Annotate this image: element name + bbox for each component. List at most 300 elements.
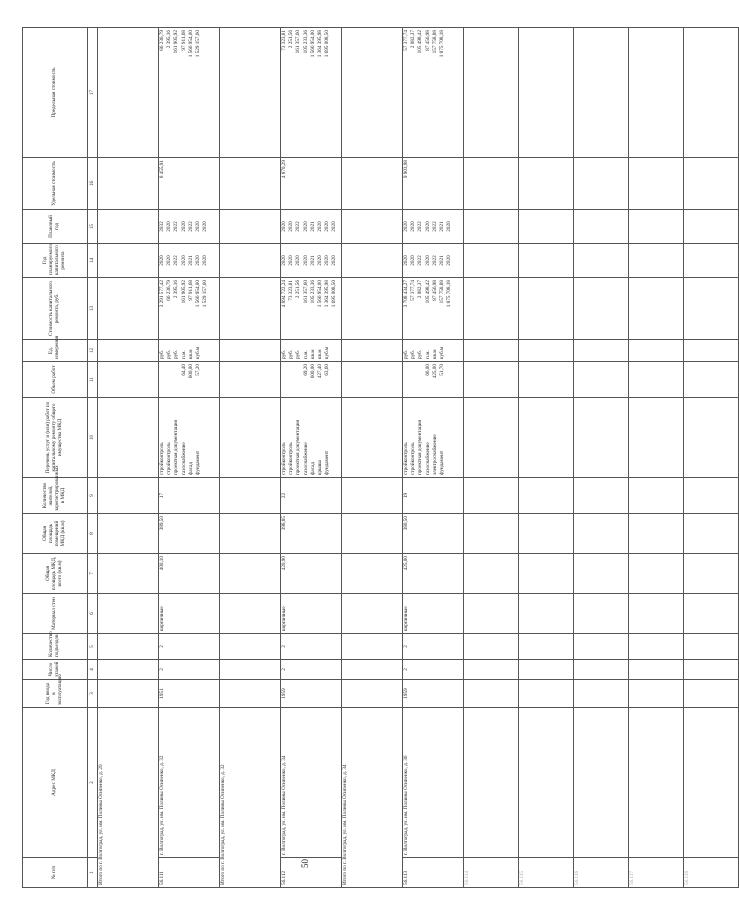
column-number: 2 bbox=[88, 708, 98, 858]
costs-line: 1 566 954,00 bbox=[316, 280, 323, 308]
unit-cost: 9 903,98 bbox=[403, 158, 464, 210]
units-line: кв.м bbox=[316, 349, 323, 359]
works-line: фасад bbox=[309, 462, 316, 475]
empty-cell bbox=[342, 478, 403, 514]
column-header: Объем работ bbox=[23, 362, 88, 398]
empty-cell bbox=[519, 158, 574, 210]
units-line: кв.м bbox=[431, 349, 438, 359]
empty-cell bbox=[629, 634, 684, 660]
empty-cell bbox=[342, 398, 403, 478]
costs-line: 1 695 008,50 bbox=[331, 280, 338, 308]
empty-cell bbox=[342, 28, 403, 158]
plan-years-line: 2020 bbox=[288, 221, 295, 232]
empty-cell bbox=[574, 478, 629, 514]
limit-line: 157 758,88 bbox=[431, 30, 438, 54]
empty-cell bbox=[684, 278, 739, 340]
volume-line: 69,20 bbox=[302, 364, 309, 376]
empty-cell bbox=[574, 398, 629, 478]
years-line: 2020 bbox=[324, 255, 331, 266]
units-line: куб.м bbox=[194, 346, 201, 359]
empty-cell bbox=[519, 514, 574, 554]
empty-cell bbox=[464, 340, 519, 362]
empty-cell bbox=[574, 210, 629, 244]
years-line: 2020 bbox=[288, 255, 295, 266]
costs-line: 1 875 708,18 bbox=[446, 280, 453, 308]
empty-cell bbox=[519, 28, 574, 158]
placeholder-row bbox=[519, 28, 574, 888]
limit-line: 66 236,79 bbox=[159, 30, 165, 51]
plan-years-line: 2020 bbox=[403, 221, 409, 232]
empty-cell bbox=[574, 28, 629, 158]
column-header: Общая площадь МКД, всего (кв.м) bbox=[23, 554, 88, 594]
column-number: 4 bbox=[88, 660, 98, 680]
empty-cell bbox=[220, 158, 281, 210]
costs-line: 1 529 157,60 bbox=[202, 280, 209, 308]
volume-line bbox=[167, 364, 174, 395]
empty-cell bbox=[629, 478, 684, 514]
empty-cell bbox=[629, 244, 684, 278]
empty-cell bbox=[684, 680, 739, 708]
works-line: проектная документация bbox=[295, 420, 302, 475]
entrances: 2 bbox=[159, 634, 220, 660]
empty-cell bbox=[98, 554, 159, 594]
units-line: кв.м bbox=[309, 349, 316, 359]
works bbox=[281, 398, 342, 478]
volume-line: 66,00 bbox=[424, 364, 431, 376]
volume-line bbox=[289, 364, 296, 395]
limit-line: 1 566 954,00 bbox=[309, 30, 316, 58]
empty-cell bbox=[574, 278, 629, 340]
empty-cell bbox=[220, 554, 281, 594]
limit-line: 1 695 008,50 bbox=[324, 30, 331, 58]
limit-line: 73 323,81 bbox=[281, 30, 287, 51]
empty-cell bbox=[464, 362, 519, 398]
empty-cell bbox=[220, 398, 281, 478]
costs-line: 66 236,79 bbox=[166, 280, 173, 301]
years-line: 2020 bbox=[424, 255, 431, 266]
empty-cell bbox=[519, 278, 574, 340]
costs-line: 1 364 395,98 bbox=[324, 280, 331, 308]
years-line: 2020 bbox=[194, 255, 201, 266]
empty-cell bbox=[220, 362, 281, 398]
years-line: 2021 bbox=[309, 255, 316, 266]
floors: 2 bbox=[403, 660, 464, 680]
column-number: 3 bbox=[88, 680, 98, 708]
empty-cell bbox=[629, 594, 684, 634]
column-number: 11 bbox=[88, 362, 98, 398]
row-number: 56.111 bbox=[159, 858, 220, 888]
years-line: 2021 bbox=[187, 255, 194, 266]
table-body bbox=[98, 28, 739, 888]
years-line: 2020 bbox=[202, 255, 209, 266]
total-row bbox=[98, 28, 159, 888]
empty-cell bbox=[684, 594, 739, 634]
empty-cell bbox=[464, 278, 519, 340]
empty-cell bbox=[684, 244, 739, 278]
empty-cell bbox=[629, 514, 684, 554]
total-label: Итого по г. Волгоград, ул. им. Полины Осипенко, д. 32 bbox=[220, 708, 281, 888]
empty-cell bbox=[574, 708, 629, 858]
empty-cell bbox=[629, 708, 684, 858]
plan-years-line: 2022 bbox=[295, 221, 302, 232]
empty-cell bbox=[220, 278, 281, 340]
empty-cell bbox=[342, 514, 403, 554]
empty-cell bbox=[464, 680, 519, 708]
units-line: руб. bbox=[288, 350, 295, 359]
costs bbox=[159, 278, 220, 340]
empty-cell bbox=[464, 158, 519, 210]
entrances: 2 bbox=[281, 634, 342, 660]
empty-cell bbox=[684, 660, 739, 680]
empty-cell bbox=[464, 28, 519, 158]
empty-cell bbox=[684, 514, 739, 554]
costs-line: 2 082,37 bbox=[417, 280, 424, 299]
empty-cell bbox=[464, 660, 519, 680]
units-line: п.м. bbox=[180, 350, 187, 359]
column-number: 9 bbox=[88, 478, 98, 514]
empty-cell bbox=[574, 362, 629, 398]
empty-cell bbox=[684, 554, 739, 594]
works-line: газоснабжение bbox=[302, 442, 309, 475]
empty-cell bbox=[220, 210, 281, 244]
unit-cost: 4 870,29 bbox=[281, 158, 342, 210]
unit-cost: 8 455,91 bbox=[159, 158, 220, 210]
column-header: № п/п bbox=[23, 858, 88, 888]
empty-cell bbox=[464, 210, 519, 244]
volume bbox=[281, 362, 342, 398]
works-line: проектная документация bbox=[417, 420, 424, 475]
empty-cell bbox=[519, 680, 574, 708]
volume bbox=[403, 362, 464, 398]
column-number: 10 bbox=[88, 398, 98, 478]
empty-cell bbox=[220, 514, 281, 554]
years-line: 2020 bbox=[166, 255, 173, 266]
costs-line: 87 456,98 bbox=[431, 280, 438, 301]
empty-cell bbox=[98, 478, 159, 514]
row-number: 56.116 bbox=[574, 858, 629, 888]
volume-line: 64,40 bbox=[180, 364, 187, 376]
costs-line: 161 905,92 bbox=[180, 280, 187, 304]
empty-cell bbox=[574, 340, 629, 362]
column-header: Ед. измерения bbox=[23, 340, 88, 362]
empty-cell bbox=[342, 594, 403, 634]
address: г. Волгоград, ул. им. Полины Осипенко, д. 36 bbox=[403, 708, 464, 858]
years-line: 2020 bbox=[295, 255, 302, 266]
floors: 2 bbox=[159, 660, 220, 680]
empty-cell bbox=[464, 594, 519, 634]
years bbox=[403, 244, 464, 278]
address: г. Волгоград, ул. им. Полины Осипенко, д. 32 bbox=[159, 708, 220, 858]
column-number: 14 bbox=[88, 244, 98, 278]
plan-years-line: 2020 bbox=[446, 221, 453, 232]
limit-line: 57 377,74 bbox=[403, 30, 409, 51]
units-line: руб. bbox=[417, 350, 424, 359]
works-line: газоснабжение bbox=[180, 442, 187, 475]
units-line: руб. bbox=[159, 350, 165, 359]
works-line: фасад bbox=[187, 462, 194, 475]
empty-cell bbox=[574, 554, 629, 594]
empty-cell bbox=[629, 28, 684, 158]
plan-years-line: 2022 bbox=[431, 221, 438, 232]
years-line: 2020 bbox=[403, 255, 409, 266]
placeholder-row bbox=[464, 28, 519, 888]
empty-cell bbox=[629, 660, 684, 680]
costs-line: 161 357,60 bbox=[302, 280, 309, 304]
volume-line: 600,00 bbox=[309, 364, 316, 379]
empty-cell bbox=[684, 362, 739, 398]
volume-line: 427,40 bbox=[316, 364, 323, 379]
years-line: 2022 bbox=[417, 255, 424, 266]
volume-line: 63,60 bbox=[324, 364, 331, 376]
area-total: 425,00 bbox=[403, 554, 464, 594]
works-line: стройконтроль bbox=[403, 442, 409, 475]
year-built: 1959 bbox=[403, 680, 464, 708]
year-built: 1951 bbox=[159, 680, 220, 708]
works-line: стройконтроль bbox=[166, 442, 173, 475]
column-header: Год планируемого капитального ремонта bbox=[23, 244, 88, 278]
empty-cell bbox=[98, 680, 159, 708]
volume-line: 425,00 bbox=[431, 364, 438, 379]
costs-line: 3 291 577,42 bbox=[159, 280, 165, 308]
empty-cell bbox=[464, 514, 519, 554]
limit-line: 1 566 954,00 bbox=[187, 30, 194, 58]
years-line: 2020 bbox=[159, 255, 165, 266]
limit bbox=[159, 28, 220, 158]
limit-line: 105 498,42 bbox=[417, 30, 424, 54]
empty-cell bbox=[519, 478, 574, 514]
column-header: Количество жителей, зарегистрированных в МКД bbox=[23, 478, 88, 514]
empty-cell bbox=[684, 478, 739, 514]
column-number: 5 bbox=[88, 634, 98, 660]
empty-cell bbox=[519, 634, 574, 660]
costs bbox=[403, 278, 464, 340]
row-number: 56.114 bbox=[464, 858, 519, 888]
total-row bbox=[220, 28, 281, 888]
limit-line: 2 082,37 bbox=[410, 30, 417, 49]
empty-cell bbox=[342, 660, 403, 680]
total-label: Итого по г. Волгоград, ул. им. Полины Осипенко, д. 20 bbox=[98, 708, 159, 888]
plan-years bbox=[281, 210, 342, 244]
works-line: электроснабжение bbox=[431, 434, 438, 475]
wall-material: кирпичные bbox=[281, 594, 342, 634]
works-line: стройконтроль bbox=[159, 442, 165, 475]
area-premises: 389,50 bbox=[159, 514, 220, 554]
units-line: куб.м bbox=[324, 346, 331, 359]
units bbox=[403, 340, 464, 362]
limit-line: 97 911,68 bbox=[180, 30, 187, 51]
empty-cell bbox=[519, 594, 574, 634]
row-number: 56.112 bbox=[281, 858, 342, 888]
empty-cell bbox=[519, 244, 574, 278]
empty-cell bbox=[629, 398, 684, 478]
volume-line bbox=[160, 364, 167, 395]
empty-cell bbox=[342, 210, 403, 244]
empty-cell bbox=[342, 554, 403, 594]
empty-cell bbox=[98, 362, 159, 398]
residents: 19 bbox=[403, 478, 464, 514]
works-line: фундамент bbox=[438, 450, 445, 475]
empty-cell bbox=[220, 244, 281, 278]
wall-material: кирпичные bbox=[159, 594, 220, 634]
empty-cell bbox=[684, 340, 739, 362]
units-line: куб.м bbox=[438, 346, 445, 359]
plan-years bbox=[403, 210, 464, 244]
empty-cell bbox=[98, 244, 159, 278]
header-row bbox=[23, 28, 88, 888]
units-line: п.м. bbox=[302, 350, 309, 359]
empty-cell bbox=[574, 660, 629, 680]
plan-years-line: 2020 bbox=[166, 221, 173, 232]
empty-cell bbox=[220, 634, 281, 660]
empty-cell bbox=[220, 478, 281, 514]
empty-cell bbox=[98, 28, 159, 158]
plan-years-line: 2020 bbox=[424, 221, 431, 232]
column-header: Число этажей bbox=[23, 660, 88, 680]
costs-line: 57 377,74 bbox=[410, 280, 417, 301]
plan-years-line: 2020 bbox=[281, 221, 287, 232]
years-line: 2020 bbox=[281, 255, 287, 266]
empty-cell bbox=[98, 340, 159, 362]
costs-line: 2 395,16 bbox=[173, 280, 180, 299]
works-line: фундамент bbox=[194, 450, 201, 475]
wall-material: кирпичные bbox=[403, 594, 464, 634]
units bbox=[159, 340, 220, 362]
empty-cell bbox=[464, 244, 519, 278]
years-line: 2020 bbox=[331, 255, 338, 266]
empty-cell bbox=[629, 278, 684, 340]
empty-cell bbox=[220, 28, 281, 158]
years bbox=[159, 244, 220, 278]
empty-cell bbox=[464, 634, 519, 660]
costs-line: 1 566 954,00 bbox=[194, 280, 201, 308]
empty-cell bbox=[519, 708, 574, 858]
area-total: 400,10 bbox=[159, 554, 220, 594]
residents: 22 bbox=[281, 478, 342, 514]
plan-years-line: 2020 bbox=[316, 221, 323, 232]
works bbox=[159, 398, 220, 478]
row-number: 56.113 bbox=[403, 858, 464, 888]
empty-cell bbox=[98, 660, 159, 680]
empty-cell bbox=[342, 244, 403, 278]
empty-cell bbox=[684, 398, 739, 478]
units bbox=[281, 340, 342, 362]
empty-cell bbox=[629, 554, 684, 594]
years bbox=[281, 244, 342, 278]
units-line: кв.м bbox=[187, 349, 194, 359]
column-number: 15 bbox=[88, 210, 98, 244]
total-label: Итого по г. Волгоград, ул. им. Полины Осипенко, д. 34 bbox=[342, 708, 403, 888]
empty-cell bbox=[574, 514, 629, 554]
years-line: 2020 bbox=[316, 255, 323, 266]
plan-years-line: 2022 bbox=[187, 221, 194, 232]
years-line: 2020 bbox=[180, 255, 187, 266]
area-premises: 380,50 bbox=[403, 514, 464, 554]
empty-cell bbox=[342, 680, 403, 708]
plan-years-line: 2021 bbox=[438, 221, 445, 232]
placeholder-row bbox=[574, 28, 629, 888]
works-line: газоснабжение bbox=[424, 442, 431, 475]
volume-line bbox=[411, 364, 418, 395]
area-total: 420,90 bbox=[281, 554, 342, 594]
empty-cell bbox=[684, 158, 739, 210]
costs-line: 73 323,81 bbox=[288, 280, 295, 301]
empty-cell bbox=[574, 680, 629, 708]
plan-years-line: 2020 bbox=[324, 221, 331, 232]
units-line: руб. bbox=[281, 350, 287, 359]
empty-cell bbox=[519, 660, 574, 680]
empty-cell bbox=[629, 680, 684, 708]
empty-cell bbox=[342, 158, 403, 210]
empty-cell bbox=[519, 362, 574, 398]
empty-cell bbox=[574, 244, 629, 278]
empty-cell bbox=[629, 340, 684, 362]
empty-cell bbox=[220, 680, 281, 708]
limit-line: 2 395,16 bbox=[166, 30, 173, 49]
page-number: 50 bbox=[300, 859, 310, 868]
plan-years-line: 2020 bbox=[180, 221, 187, 232]
empty-cell bbox=[519, 340, 574, 362]
empty-cell bbox=[464, 398, 519, 478]
plan-years bbox=[159, 210, 220, 244]
placeholder-row bbox=[629, 28, 684, 888]
column-header: Адрес МКД bbox=[23, 708, 88, 858]
limit-line: 2 251,56 bbox=[288, 30, 295, 49]
column-header: Стоимость капитального ремонта, руб. bbox=[23, 278, 88, 340]
years-line: 2022 bbox=[431, 255, 438, 266]
entrances: 2 bbox=[403, 634, 464, 660]
limit-line: 105 233,36 bbox=[302, 30, 309, 54]
column-number: 7 bbox=[88, 554, 98, 594]
limit-line: 161 905,92 bbox=[173, 30, 180, 54]
costs-line: 105 233,36 bbox=[309, 280, 316, 304]
costs-line: 105 498,42 bbox=[424, 280, 431, 304]
total-row bbox=[342, 28, 403, 888]
column-header: Общая площадь помещений МКД (кв.м) bbox=[23, 514, 88, 554]
empty-cell bbox=[98, 158, 159, 210]
limit-line: 1 875 708,18 bbox=[438, 30, 445, 58]
years-line: 2020 bbox=[410, 255, 417, 266]
years-line: 2020 bbox=[302, 255, 309, 266]
empty-cell bbox=[519, 398, 574, 478]
area-premises: 398,85 bbox=[281, 514, 342, 554]
empty-cell bbox=[342, 362, 403, 398]
costs bbox=[281, 278, 342, 340]
costs-line: 157 758,88 bbox=[438, 280, 445, 304]
plan-years-line: 2022 bbox=[173, 221, 180, 232]
years-line: 2021 bbox=[438, 255, 445, 266]
limit-line: 1 529 157,60 bbox=[194, 30, 201, 58]
year-built: 1959 bbox=[281, 680, 342, 708]
empty-cell bbox=[574, 634, 629, 660]
units-line: руб. bbox=[166, 350, 173, 359]
volume-line: 57,20 bbox=[194, 364, 201, 376]
empty-cell bbox=[342, 278, 403, 340]
volume bbox=[159, 362, 220, 398]
empty-cell bbox=[98, 210, 159, 244]
empty-cell bbox=[574, 158, 629, 210]
empty-cell bbox=[629, 158, 684, 210]
volume-line: 600,00 bbox=[187, 364, 194, 379]
column-header: Плановый год bbox=[23, 210, 88, 244]
column-header: Перечень услуг и (или) работ по капитальному ремонту общего имущества МКД bbox=[23, 398, 88, 478]
plan-years-line: 2020 bbox=[331, 221, 338, 232]
residents: 17 bbox=[159, 478, 220, 514]
table-row bbox=[159, 28, 220, 888]
plan-years-line: 2032 bbox=[159, 221, 165, 232]
empty-cell bbox=[98, 594, 159, 634]
column-header: Год ввода в эксплуатацию bbox=[23, 680, 88, 708]
column-header: Предельная стоимость bbox=[23, 28, 88, 158]
